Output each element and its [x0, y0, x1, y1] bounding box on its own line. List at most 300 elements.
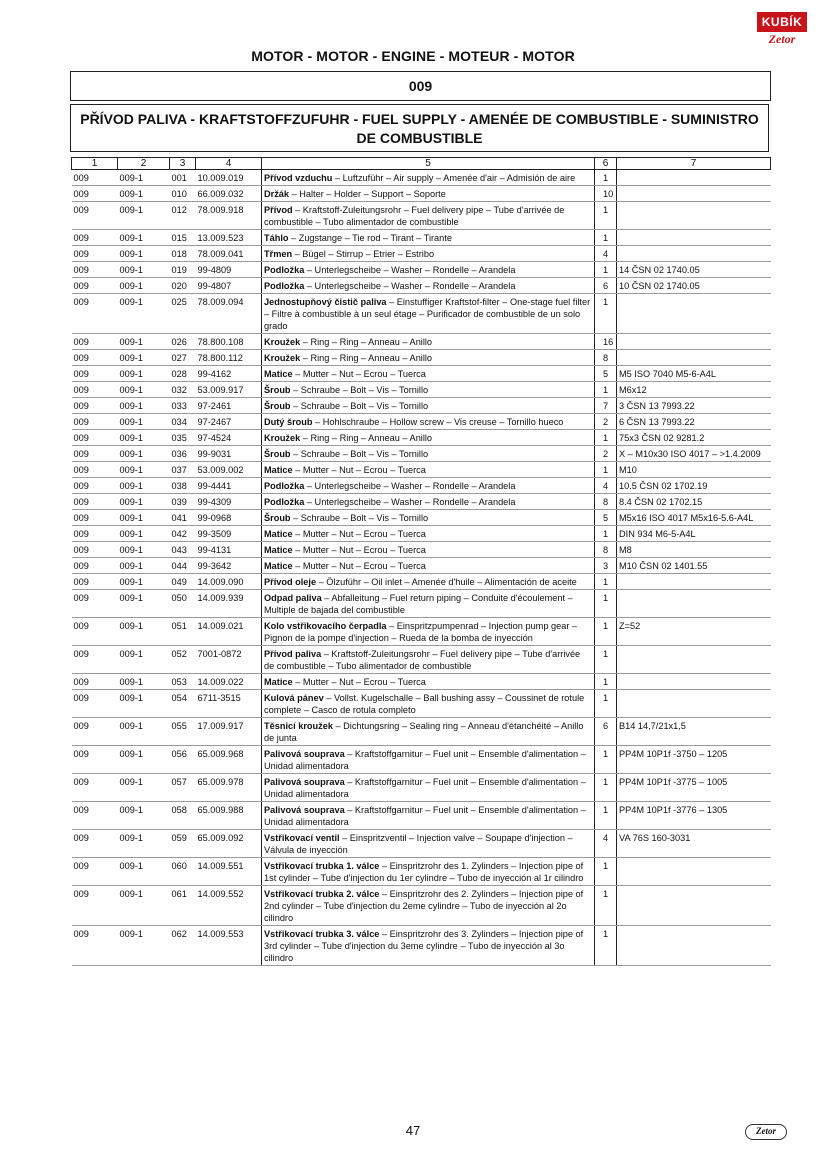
- description-translations: – Mutter – Nut – Ecrou – Tuerca: [292, 545, 426, 555]
- cell-note: [617, 246, 771, 262]
- cell-position: 009-1: [118, 398, 170, 414]
- cell-group: 009: [72, 398, 118, 414]
- cell-item: 062: [170, 926, 196, 966]
- table-row: [72, 334, 771, 350]
- cell-quantity: 1: [595, 170, 617, 186]
- table-row: [72, 690, 771, 718]
- cell-note: [617, 202, 771, 230]
- cell-part-number: 65.009.968: [196, 746, 262, 774]
- description-czech-name: Kroužek: [264, 337, 301, 347]
- cell-item: 018: [170, 246, 196, 262]
- cell-group: 009: [72, 674, 118, 690]
- cell-part-number: 14.009.551: [196, 858, 262, 886]
- description-translations: – Schraube – Bolt – Vis – Tornillo: [290, 513, 429, 523]
- description-translations: – Dichtungsring – Sealing ring – Anneau d'étanchéité – Anillo de junta: [264, 721, 584, 743]
- cell-position: 009-1: [118, 350, 170, 366]
- cell-item: 041: [170, 510, 196, 526]
- cell-quantity: 5: [595, 366, 617, 382]
- cell-note: M5 ISO 7040 M5-6-A4L: [617, 366, 771, 382]
- description-translations: – Ring – Ring – Anneau – Anillo: [300, 433, 433, 443]
- description-translations: – Kraftstoffgarnitur – Fuel unit – Ensemble d'alimentation – Unidad alimentadora: [264, 777, 586, 799]
- description-translations: – Unterlegscheibe – Washer – Rondelle – Arandela: [304, 481, 516, 491]
- cell-note: 6 ČSN 13 7993.22: [617, 414, 771, 430]
- cell-quantity: 1: [595, 802, 617, 830]
- cell-quantity: 4: [595, 830, 617, 858]
- column-header: 3: [170, 158, 196, 170]
- cell-part-number: 99-4809: [196, 262, 262, 278]
- cell-item: 028: [170, 366, 196, 382]
- cell-part-number: 14.009.939: [196, 590, 262, 618]
- description-czech-name: Přívod paliva: [264, 649, 322, 659]
- description-translations: – Kraftstoff-Zuleitungsrohr – Fuel delivery pipe – Tube d'arrivée de combustible – Tubo alimentador de combustible: [264, 205, 565, 227]
- table-row: [72, 382, 771, 398]
- table-row: [72, 478, 771, 494]
- cell-position: 009-1: [118, 414, 170, 430]
- cell-position: 009-1: [118, 246, 170, 262]
- cell-quantity: 4: [595, 478, 617, 494]
- cell-note: PP4M 10P1f -3750 – 1205: [617, 746, 771, 774]
- cell-description: [262, 262, 595, 278]
- description-translations: – Mutter – Nut – Ecrou – Tuerca: [292, 369, 426, 379]
- description-czech-name: Třmen: [264, 249, 293, 259]
- cell-item: 039: [170, 494, 196, 510]
- description-czech-name: Palivová souprava: [264, 749, 345, 759]
- cell-quantity: 1: [595, 618, 617, 646]
- cell-item: 050: [170, 590, 196, 618]
- cell-position: 009-1: [118, 830, 170, 858]
- cell-quantity: 1: [595, 646, 617, 674]
- cell-group: 009: [72, 774, 118, 802]
- cell-note: M10 ČSN 02 1401.55: [617, 558, 771, 574]
- cell-description: [262, 334, 595, 350]
- description-czech-name: Matice: [264, 465, 293, 475]
- cell-quantity: 1: [595, 462, 617, 478]
- cell-note: 8.4 ČSN 02 1702.15: [617, 494, 771, 510]
- description-translations: – Unterlegscheibe – Washer – Rondelle – Arandela: [304, 497, 516, 507]
- cell-description: [262, 478, 595, 494]
- cell-position: 009-1: [118, 618, 170, 646]
- cell-note: [617, 886, 771, 926]
- cell-part-number: 97-2467: [196, 414, 262, 430]
- cell-description: [262, 558, 595, 574]
- cell-note: VA 76S 160-3031: [617, 830, 771, 858]
- cell-quantity: 1: [595, 774, 617, 802]
- cell-part-number: 65.009.092: [196, 830, 262, 858]
- cell-quantity: 1: [595, 926, 617, 966]
- cell-item: 020: [170, 278, 196, 294]
- cell-description: [262, 462, 595, 478]
- table-row: [72, 262, 771, 278]
- description-czech-name: Vstřikovací trubka 3. válce: [264, 929, 380, 939]
- cell-description: [262, 382, 595, 398]
- cell-description: [262, 350, 595, 366]
- cell-part-number: 99-3642: [196, 558, 262, 574]
- cell-part-number: 14.009.090: [196, 574, 262, 590]
- description-translations: – Zugstange – Tie rod – Tirant – Tirante: [288, 233, 452, 243]
- cell-group: 009: [72, 414, 118, 430]
- cell-position: 009-1: [118, 690, 170, 718]
- cell-item: 058: [170, 802, 196, 830]
- cell-description: [262, 774, 595, 802]
- cell-description: [262, 802, 595, 830]
- cell-description: [262, 746, 595, 774]
- description-czech-name: Šroub: [264, 401, 291, 411]
- cell-quantity: 1: [595, 294, 617, 334]
- description-czech-name: Matice: [264, 529, 293, 539]
- logo-top-text: KUBÍK: [757, 12, 807, 32]
- cell-description: [262, 446, 595, 462]
- column-header: 2: [118, 158, 170, 170]
- description-czech-name: Šroub: [264, 385, 291, 395]
- cell-part-number: 10.009.019: [196, 170, 262, 186]
- description-czech-name: Kolo vstřikovacího čerpadla: [264, 621, 387, 631]
- cell-position: 009-1: [118, 494, 170, 510]
- column-header: 1: [72, 158, 118, 170]
- cell-part-number: 99-3509: [196, 526, 262, 542]
- cell-position: 009-1: [118, 802, 170, 830]
- table-row: [72, 294, 771, 334]
- section-title-line2: DE COMBUSTIBLE: [356, 130, 483, 146]
- cell-description: [262, 590, 595, 618]
- cell-description: [262, 170, 595, 186]
- description-translations: – Mutter – Nut – Ecrou – Tuerca: [292, 561, 426, 571]
- cell-position: 009-1: [118, 542, 170, 558]
- cell-note: [617, 230, 771, 246]
- cell-position: 009-1: [118, 294, 170, 334]
- table-row: [72, 830, 771, 858]
- description-czech-name: Vstřikovací trubka 2. válce: [264, 889, 380, 899]
- cell-position: 009-1: [118, 462, 170, 478]
- cell-note: Z=52: [617, 618, 771, 646]
- cell-description: [262, 186, 595, 202]
- cell-position: 009-1: [118, 926, 170, 966]
- table-row: [72, 674, 771, 690]
- cell-part-number: 6711-3515: [196, 690, 262, 718]
- cell-description: [262, 830, 595, 858]
- kubik-zetor-logo: [757, 12, 807, 46]
- cell-item: 034: [170, 414, 196, 430]
- cell-note: [617, 350, 771, 366]
- table-row: [72, 446, 771, 462]
- table-row: [72, 542, 771, 558]
- cell-part-number: 78.009.918: [196, 202, 262, 230]
- cell-quantity: 1: [595, 886, 617, 926]
- description-translations: – Mutter – Nut – Ecrou – Tuerca: [292, 677, 426, 687]
- cell-description: [262, 718, 595, 746]
- cell-item: 032: [170, 382, 196, 398]
- cell-item: 053: [170, 674, 196, 690]
- description-czech-name: Přívod vzduchu: [264, 173, 333, 183]
- cell-group: 009: [72, 590, 118, 618]
- cell-note: M5x16 ISO 4017 M5x16-5.6-A4L: [617, 510, 771, 526]
- cell-quantity: 1: [595, 674, 617, 690]
- description-czech-name: Šroub: [264, 449, 291, 459]
- cell-description: [262, 414, 595, 430]
- cell-description: [262, 618, 595, 646]
- description-czech-name: Palivová souprava: [264, 777, 345, 787]
- cell-part-number: 99-0968: [196, 510, 262, 526]
- cell-description: [262, 398, 595, 414]
- cell-item: 060: [170, 858, 196, 886]
- cell-note: PP4M 10P1f -3775 – 1005: [617, 774, 771, 802]
- cell-description: [262, 366, 595, 382]
- cell-part-number: 97-2461: [196, 398, 262, 414]
- description-translations: – Luftzuführ – Air supply – Amenée d'air – Admisión de aire: [332, 173, 576, 183]
- description-translations: – Einspritzrohr des 2. Zylinders – Injection pipe of 2nd cylinder – Tube d'injection du 2eme cylindre – Tubo de inyección al 2o cilindro: [264, 889, 584, 923]
- cell-part-number: 14.009.553: [196, 926, 262, 966]
- cell-group: 009: [72, 462, 118, 478]
- cell-note: B14 14,7/21x1,5: [617, 718, 771, 746]
- cell-position: 009-1: [118, 574, 170, 590]
- cell-description: [262, 246, 595, 262]
- cell-group: 009: [72, 830, 118, 858]
- cell-item: 043: [170, 542, 196, 558]
- description-czech-name: Vstřikovací ventil: [264, 833, 340, 843]
- description-czech-name: Přívod oleje: [264, 577, 317, 587]
- cell-position: 009-1: [118, 510, 170, 526]
- description-translations: – Bügel – Stirrup – Etrier – Estribo: [292, 249, 435, 259]
- cell-note: 75x3 ČSN 02 9281.2: [617, 430, 771, 446]
- cell-group: 009: [72, 478, 118, 494]
- cell-item: 051: [170, 618, 196, 646]
- table-row: [72, 430, 771, 446]
- cell-part-number: 7001-0872: [196, 646, 262, 674]
- cell-item: 036: [170, 446, 196, 462]
- description-czech-name: Palivová souprava: [264, 805, 345, 815]
- cell-position: 009-1: [118, 334, 170, 350]
- cell-part-number: 53.009.917: [196, 382, 262, 398]
- cell-note: [617, 926, 771, 966]
- cell-quantity: 10: [595, 186, 617, 202]
- cell-item: 055: [170, 718, 196, 746]
- description-czech-name: Těsnicí kroužek: [264, 721, 333, 731]
- cell-group: 009: [72, 294, 118, 334]
- cell-group: 009: [72, 746, 118, 774]
- cell-group: 009: [72, 494, 118, 510]
- cell-description: [262, 542, 595, 558]
- page-title: MOTOR - MOTOR - ENGINE - MOTEUR - MOTOR: [251, 48, 575, 64]
- cell-part-number: 99-4807: [196, 278, 262, 294]
- cell-item: 015: [170, 230, 196, 246]
- table-row: [72, 558, 771, 574]
- cell-position: 009-1: [118, 202, 170, 230]
- cell-group: 009: [72, 262, 118, 278]
- description-czech-name: Dutý šroub: [264, 417, 313, 427]
- cell-note: [617, 294, 771, 334]
- cell-part-number: 14.009.021: [196, 618, 262, 646]
- table-row: [72, 350, 771, 366]
- cell-group: 009: [72, 278, 118, 294]
- description-translations: – Unterlegscheibe – Washer – Rondelle – Arandela: [304, 265, 516, 275]
- table-row: [72, 414, 771, 430]
- description-translations: – Einspritzrohr des 3. Zylinders – Injection pipe of 3rd cylinder – Tube d'injection du 3eme cylindre – Tubo de inyección al 3o cilindro: [264, 929, 584, 963]
- cell-note: M6x12: [617, 382, 771, 398]
- column-header: 7: [617, 158, 771, 170]
- table-row: [72, 774, 771, 802]
- cell-item: 027: [170, 350, 196, 366]
- cell-quantity: 1: [595, 590, 617, 618]
- description-czech-name: Kroužek: [264, 433, 301, 443]
- cell-item: 052: [170, 646, 196, 674]
- description-translations: – Ölzuführ – Oil inlet – Amenée d'huile – Alimentación de aceite: [316, 577, 577, 587]
- cell-part-number: 99-4131: [196, 542, 262, 558]
- table-row: [72, 718, 771, 746]
- cell-group: 009: [72, 618, 118, 646]
- parts-table: [71, 157, 770, 966]
- cell-group: 009: [72, 690, 118, 718]
- cell-position: 009-1: [118, 446, 170, 462]
- table-row: [72, 926, 771, 966]
- column-header: 5: [262, 158, 595, 170]
- cell-part-number: 65.009.978: [196, 774, 262, 802]
- cell-note: [617, 858, 771, 886]
- cell-group: 009: [72, 334, 118, 350]
- description-czech-name: Odpad paliva: [264, 593, 322, 603]
- table-row: [72, 186, 771, 202]
- cell-quantity: 1: [595, 430, 617, 446]
- cell-description: [262, 858, 595, 886]
- cell-position: 009-1: [118, 558, 170, 574]
- cell-group: 009: [72, 202, 118, 230]
- cell-quantity: 8: [595, 542, 617, 558]
- cell-part-number: 65.009.988: [196, 802, 262, 830]
- cell-note: [617, 186, 771, 202]
- cell-description: [262, 294, 595, 334]
- cell-description: [262, 278, 595, 294]
- cell-position: 009-1: [118, 590, 170, 618]
- cell-position: 009-1: [118, 858, 170, 886]
- cell-group: 009: [72, 542, 118, 558]
- logo-bottom-text: Zetor: [768, 32, 796, 46]
- cell-group: 009: [72, 886, 118, 926]
- cell-note: [617, 170, 771, 186]
- cell-quantity: 6: [595, 278, 617, 294]
- cell-quantity: 2: [595, 446, 617, 462]
- cell-position: 009-1: [118, 886, 170, 926]
- table-row: [72, 526, 771, 542]
- cell-group: 009: [72, 430, 118, 446]
- table-row: [72, 590, 771, 618]
- section-title-line1: PŘÍVOD PALIVA - KRAFTSTOFFZUFUHR - FUEL SUPPLY - AMENÉE DE COMBUSTIBLE - SUMINISTRO: [80, 111, 759, 127]
- cell-description: [262, 230, 595, 246]
- table-row: [72, 802, 771, 830]
- cell-note: [617, 690, 771, 718]
- description-czech-name: Vstřikovací trubka 1. válce: [264, 861, 380, 871]
- cell-description: [262, 494, 595, 510]
- description-translations: – Abfalleitung – Fuel return piping – Conduite d'écoulement – Multiple de bajada del combustible: [264, 593, 573, 615]
- cell-item: 035: [170, 430, 196, 446]
- cell-position: 009-1: [118, 366, 170, 382]
- table-row: [72, 510, 771, 526]
- description-czech-name: Podložka: [264, 481, 305, 491]
- table-row: [72, 278, 771, 294]
- cell-position: 009-1: [118, 186, 170, 202]
- cell-part-number: 99-4162: [196, 366, 262, 382]
- cell-quantity: 1: [595, 858, 617, 886]
- cell-group: 009: [72, 446, 118, 462]
- cell-position: 009-1: [118, 674, 170, 690]
- cell-quantity: 1: [595, 262, 617, 278]
- cell-description: [262, 510, 595, 526]
- table-row: [72, 746, 771, 774]
- cell-part-number: 14.009.022: [196, 674, 262, 690]
- description-translations: – Mutter – Nut – Ecrou – Tuerca: [292, 529, 426, 539]
- description-translations: – Kraftstoff-Zuleitungsrohr – Fuel delivery pipe – Tube d'arrivée de combustible – Tubo alimentador de combustible: [264, 649, 581, 671]
- cell-note: 14 ČSN 02 1740.05: [617, 262, 771, 278]
- table-row: [72, 646, 771, 674]
- cell-quantity: 6: [595, 718, 617, 746]
- cell-note: 3 ČSN 13 7993.22: [617, 398, 771, 414]
- cell-part-number: 99-4309: [196, 494, 262, 510]
- cell-group: 009: [72, 510, 118, 526]
- cell-item: 038: [170, 478, 196, 494]
- cell-position: 009-1: [118, 746, 170, 774]
- table-row: [72, 230, 771, 246]
- cell-item: 026: [170, 334, 196, 350]
- cell-group: 009: [72, 186, 118, 202]
- cell-quantity: 8: [595, 350, 617, 366]
- cell-position: 009-1: [118, 230, 170, 246]
- cell-item: 042: [170, 526, 196, 542]
- cell-description: [262, 674, 595, 690]
- cell-position: 009-1: [118, 774, 170, 802]
- cell-group: 009: [72, 646, 118, 674]
- cell-item: 059: [170, 830, 196, 858]
- cell-part-number: 13.009.523: [196, 230, 262, 246]
- cell-description: [262, 926, 595, 966]
- description-translations: – Halter – Holder – Support – Soporte: [289, 189, 446, 199]
- description-translations: – Hohlschraube – Hollow screw – Vis creuse – Tornillo hueco: [312, 417, 564, 427]
- description-czech-name: Kroužek: [264, 353, 301, 363]
- description-czech-name: Jednostupňový čistič paliva: [264, 297, 387, 307]
- cell-item: 010: [170, 186, 196, 202]
- cell-description: [262, 574, 595, 590]
- table-row: [72, 202, 771, 230]
- cell-item: 033: [170, 398, 196, 414]
- cell-note: M10: [617, 462, 771, 478]
- table-row: [72, 398, 771, 414]
- cell-note: PP4M 10P1f -3776 – 1305: [617, 802, 771, 830]
- table-header-row: [72, 158, 771, 170]
- table-row: [72, 246, 771, 262]
- cell-description: [262, 690, 595, 718]
- description-translations: – Mutter – Nut – Ecrou – Tuerca: [292, 465, 426, 475]
- cell-note: M8: [617, 542, 771, 558]
- cell-group: 009: [72, 926, 118, 966]
- cell-position: 009-1: [118, 262, 170, 278]
- description-czech-name: Přívod: [264, 205, 293, 215]
- cell-quantity: 1: [595, 574, 617, 590]
- cell-part-number: 66.009.032: [196, 186, 262, 202]
- cell-item: 019: [170, 262, 196, 278]
- cell-group: 009: [72, 246, 118, 262]
- description-translations: – Kraftstoffgarnitur – Fuel unit – Ensemble d'alimentation – Unidad alimentadora: [264, 805, 586, 827]
- cell-item: 012: [170, 202, 196, 230]
- column-header: 4: [196, 158, 262, 170]
- cell-note: [617, 674, 771, 690]
- cell-item: 054: [170, 690, 196, 718]
- cell-part-number: 78.800.108: [196, 334, 262, 350]
- cell-quantity: 7: [595, 398, 617, 414]
- description-translations: – Schraube – Bolt – Vis – Tornillo: [290, 401, 429, 411]
- cell-quantity: 1: [595, 202, 617, 230]
- cell-group: 009: [72, 718, 118, 746]
- description-translations: – Unterlegscheibe – Washer – Rondelle – Arandela: [304, 281, 516, 291]
- table-row: [72, 858, 771, 886]
- cell-note: 10 ČSN 02 1740.05: [617, 278, 771, 294]
- cell-group: 009: [72, 366, 118, 382]
- table-row: [72, 494, 771, 510]
